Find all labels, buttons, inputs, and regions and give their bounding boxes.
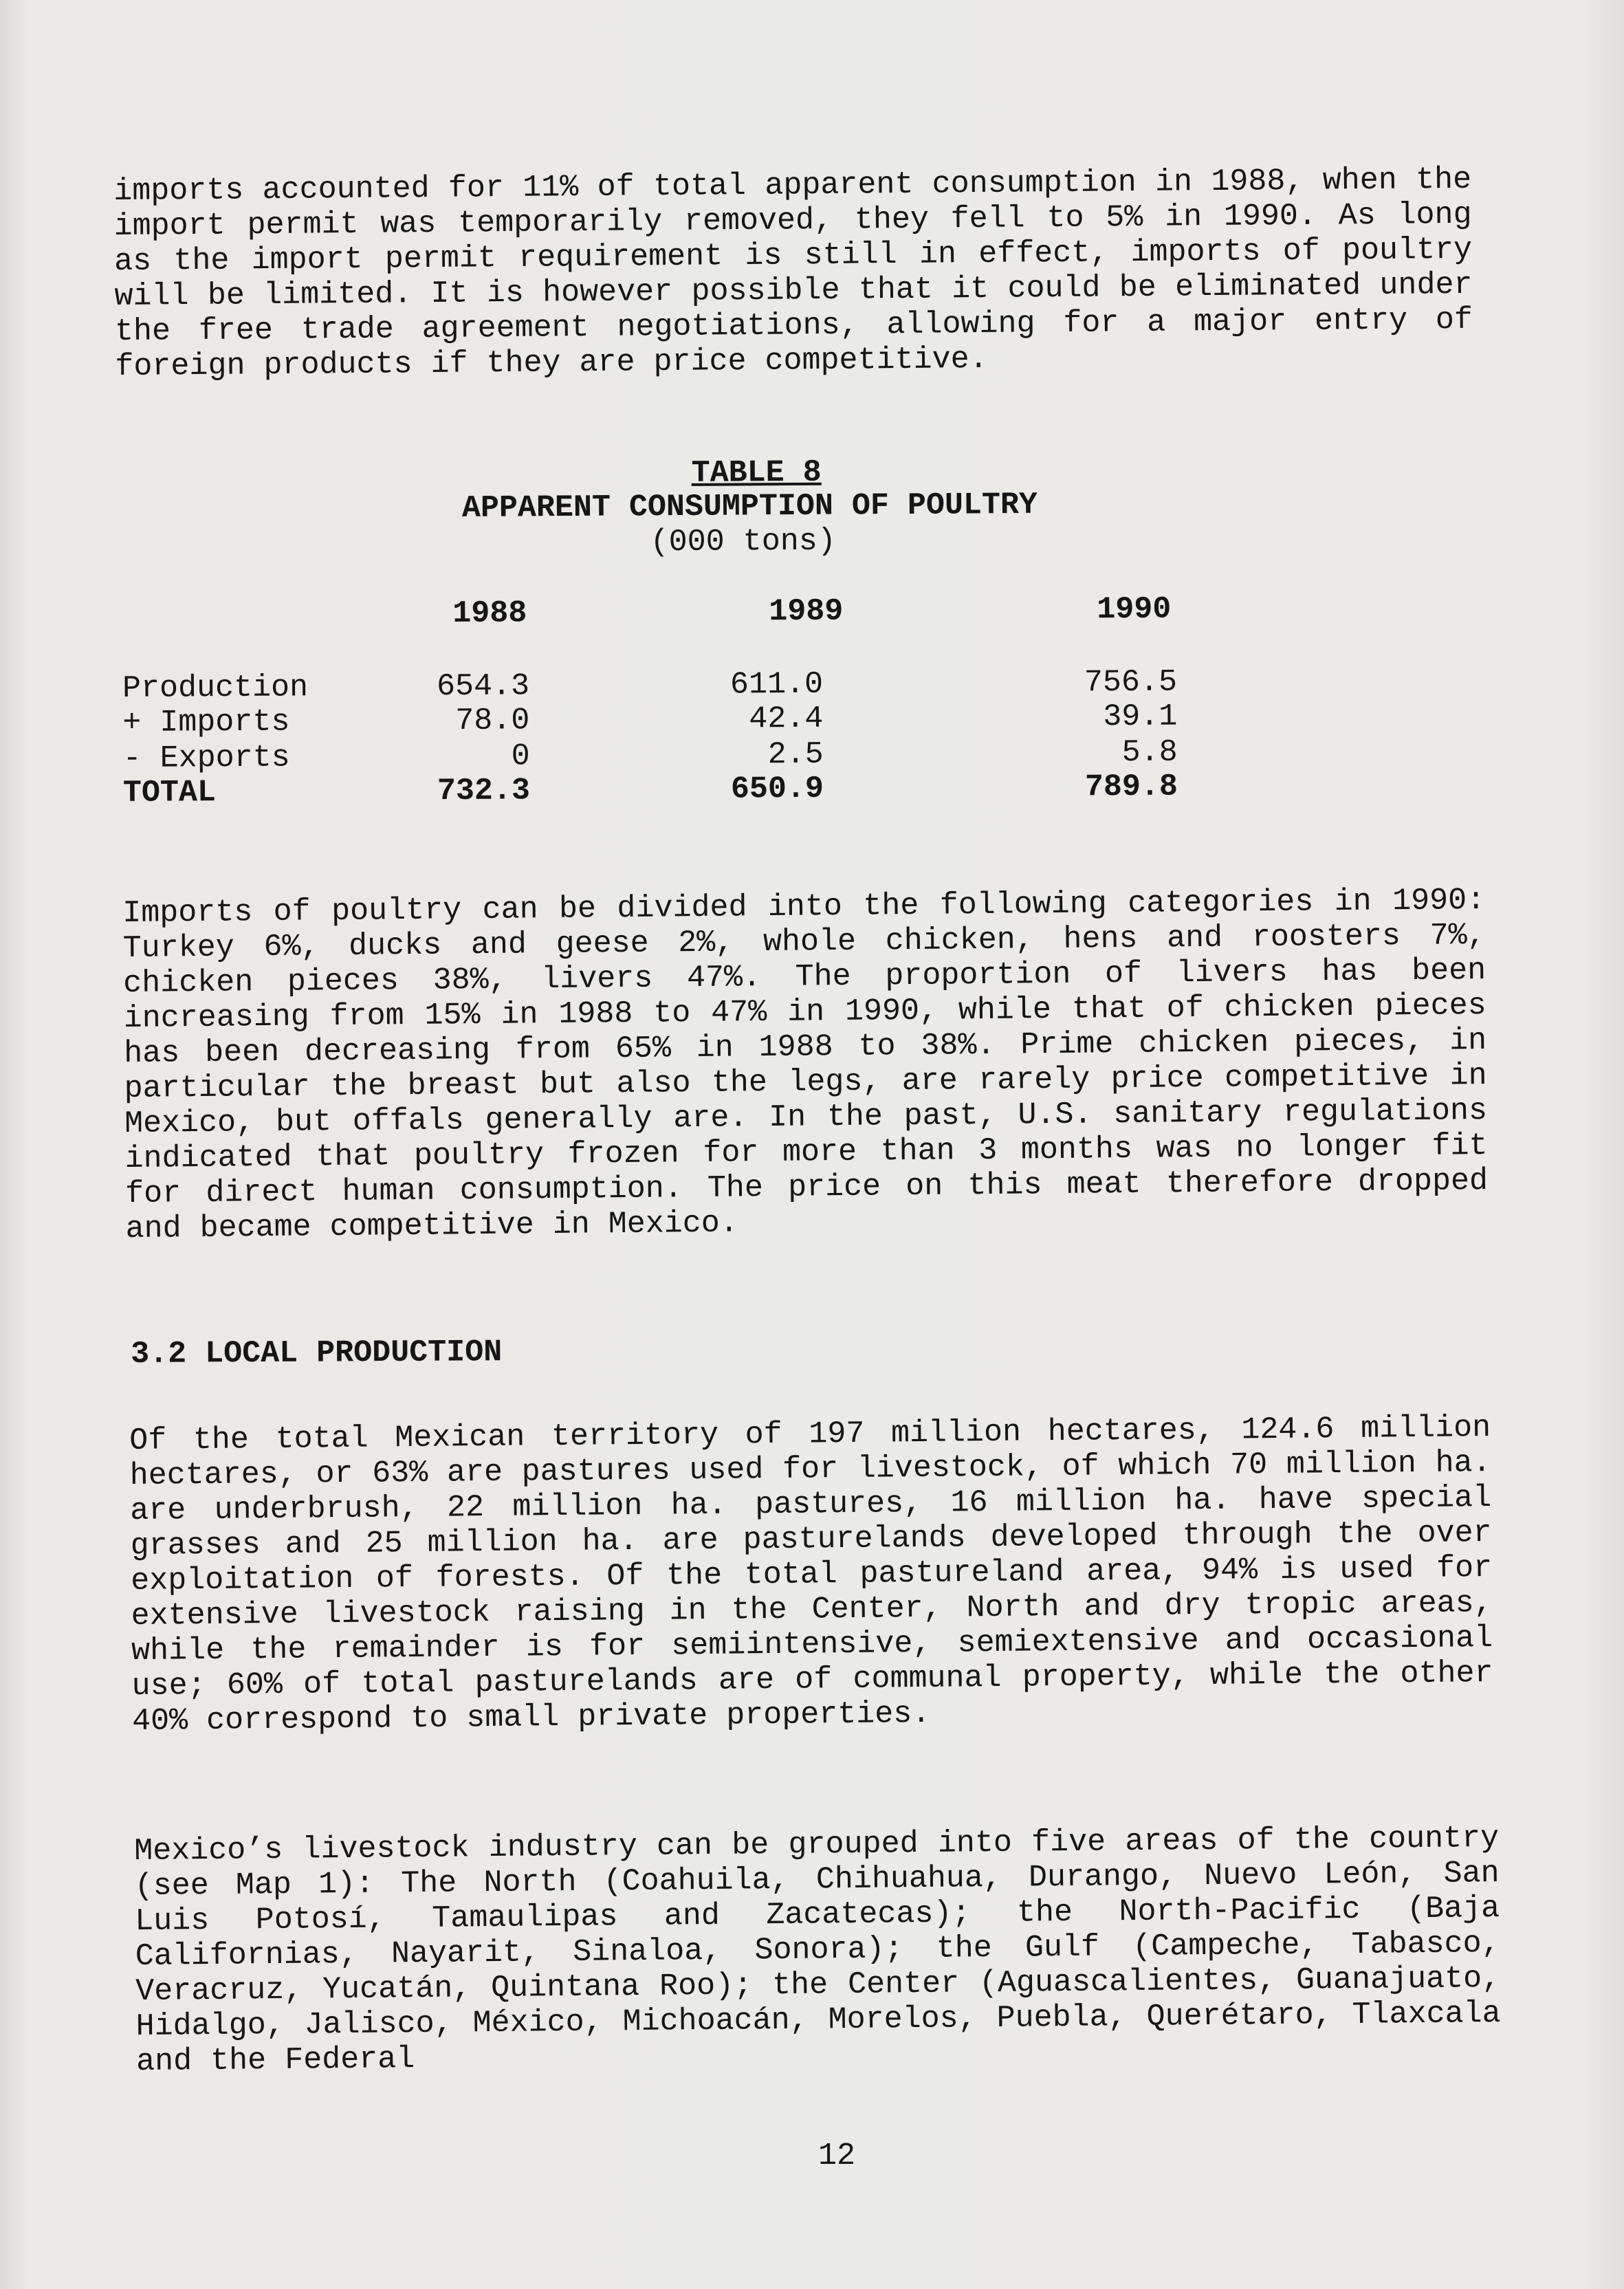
paragraph-import-categories: Imports of poultry can be divided into the following categories in 1990: Turkey 6%, ducks and geese 2%, whole chicken, hens and roosters 7%, chicken pieces 38%, livers 47%. The proportion of livers has been increasing from 15% in 1988 to 47% in 1990, while that of chicken pieces has been decreasing from 65% in 1988 to 38%. Prime chicken pieces, in particular the breast but also the legs, are rarely price competitive in Mexico, but offals generally are. In the past, U.S. sanitary regulations indicated that poultry frozen for more than 3 months was no longer fit for direct human consumption. The price on this meat therefore dropped and became competitive in Mexico.	[122, 882, 1489, 1247]
column-header-1990: 1990	[1097, 591, 1172, 628]
cell-exports-1988: 0	[511, 738, 530, 774]
cell-exports-1989: 2.5	[767, 736, 824, 773]
cell-imports-1990: 39.1	[1103, 699, 1178, 735]
row-label-total: TOTAL	[122, 775, 217, 811]
cell-production-1989: 611.0	[729, 666, 824, 703]
cell-total-1988: 732.3	[437, 773, 531, 809]
paragraph-livestock-areas: Mexico’s livestock industry can be grouped into five areas of the country (see Map 1): The North (Coahuila, Chihuahua, Durango, Nuevo León, San Luis Potosí, Tamaulipas and Zacatecas); the North-Pacific (Baja Californias, Nayarit, Sinaloa, Sonora); the Gulf (Campeche, Tabasco, Veracruz, Yucatán, Quintana Roo); the Center (Aguascalientes, Guanajuato, Hidalgo, Jalisco, México, Michoacán, Morelos, Puebla, Querétaro, Tlaxcala and the Federal	[134, 1820, 1501, 2079]
cell-total-1990: 789.8	[1084, 769, 1178, 805]
column-header-1988: 1988	[452, 595, 527, 632]
row-label-exports: - Exports	[122, 740, 290, 776]
table-unit: (000 tons)	[650, 523, 836, 560]
page-number: 12	[818, 2138, 856, 2173]
table-caption: TABLE 8	[691, 454, 822, 491]
cell-exports-1990: 5.8	[1121, 734, 1178, 771]
paragraph-pastures: Of the total Mexican territory of 197 million hectares, 124.6 million hectares, or 63% are pastures used for livestock, of which 70 million ha. are underbrush, 22 million ha. pastures, 16 million ha. have special grasses and 25 million ha. are pasturelands developed through the over exploitation of forests. Of the total pastureland area, 94% is used for extensive livestock raising in the Center, North and dry tropic areas, while the remainder is for semiintensive, semiextensive and occasional use; 60% of total pasturelands are of communal property, while the other 40% correspond to small private properties.	[129, 1410, 1493, 1739]
cell-production-1988: 654.3	[436, 668, 530, 705]
paragraph-imports-share: imports accounted for 11% of total apparent consumption in 1988, when the import permit was temporarily removed, they fell to 5% in 1990. As long as the import permit requirement is still in effect, imports of poultry will be limited. It is however possible that it could be eliminated under the free trade agreement negotiations, allowing for a major entry of foreign products if they are price competitive.	[113, 162, 1473, 384]
row-label-imports: + Imports	[122, 704, 290, 741]
section-heading-local-production: 3.2 LOCAL PRODUCTION	[131, 1335, 503, 1372]
cell-total-1989: 650.9	[730, 771, 824, 807]
column-header-1989: 1989	[769, 593, 844, 630]
table-poultry-consumption	[117, 452, 1412, 817]
row-label-production: Production	[122, 670, 309, 706]
cell-imports-1989: 42.4	[749, 701, 824, 737]
cell-production-1990: 756.5	[1084, 664, 1178, 701]
table-title: APPARENT CONSUMPTION OF POULTRY	[461, 487, 1038, 526]
cell-imports-1988: 78.0	[455, 703, 530, 738]
